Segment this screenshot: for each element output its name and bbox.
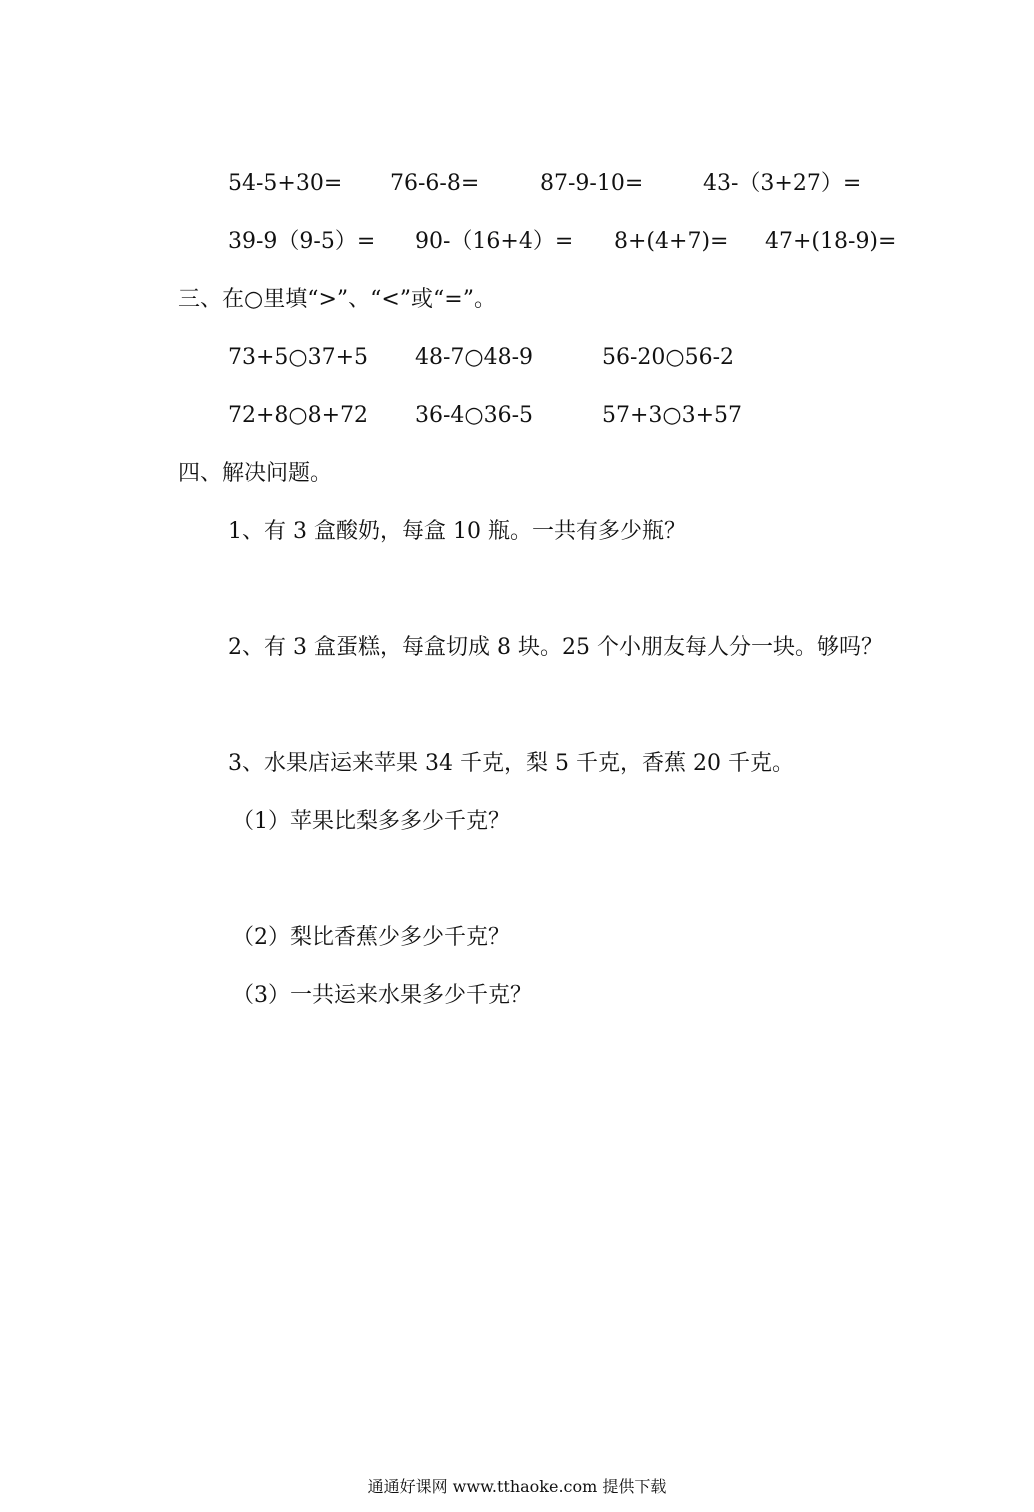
footer-credit: 通通好课网 www.tthaoke.com 提供下载 [367, 1477, 667, 1496]
calc-item: 43-（3+27）= [703, 171, 862, 196]
question-3-part-2: （2）梨比香蕉少多少千克？ [232, 925, 510, 950]
section-4-title: 四、解决问题。 [178, 461, 333, 486]
compare-item: 56-20○56-2 [602, 345, 735, 370]
calc-item: 39-9（9-5）= [228, 229, 376, 254]
compare-item: 73+5○37+5 [228, 345, 369, 370]
calc-item: 76-6-8= [390, 171, 480, 196]
compare-item: 48-7○48-9 [415, 345, 534, 370]
calc-item: 8+(4+7)= [614, 229, 729, 254]
section-3-title: 三、在○里填“>”、“<”或“=”。 [178, 287, 496, 312]
compare-item: 36-4○36-5 [415, 403, 534, 428]
compare-item: 72+8○8+72 [228, 403, 369, 428]
question-2: 2、有 3 盒蛋糕，每盒切成 8 块。25 个小朋友每人分一块。够吗？ [228, 635, 883, 660]
calc-item: 87-9-10= [540, 171, 644, 196]
calc-item: 54-5+30= [228, 171, 343, 196]
question-3-part-3: （3）一共运来水果多少千克？ [232, 983, 532, 1008]
question-3: 3、水果店运来苹果 34 千克，梨 5 千克，香蕉 20 千克。 [228, 751, 794, 776]
question-3-part-1: （1）苹果比梨多多少千克？ [232, 809, 510, 834]
question-1: 1、有 3 盒酸奶，每盒 10 瓶。一共有多少瓶？ [228, 519, 686, 544]
compare-item: 57+3○3+57 [602, 403, 743, 428]
calc-item: 90-（16+4）= [415, 229, 574, 254]
calc-item: 47+(18-9)= [765, 229, 897, 254]
